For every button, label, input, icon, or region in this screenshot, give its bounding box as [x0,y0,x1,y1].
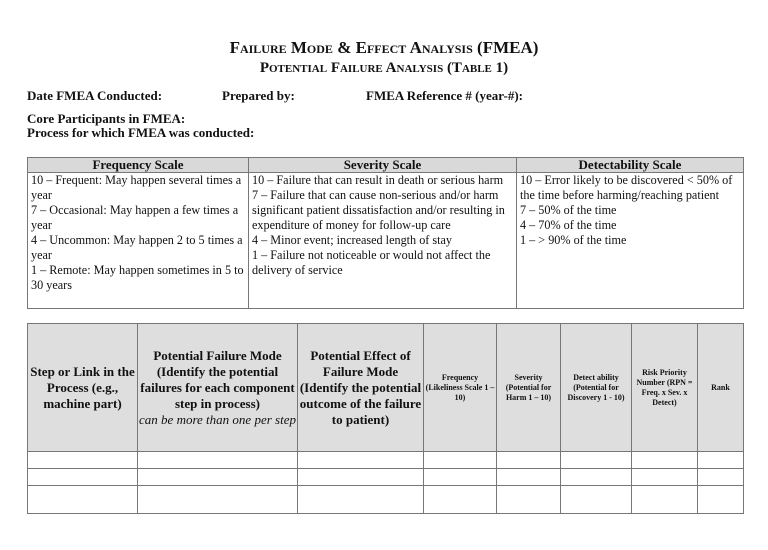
cell[interactable] [561,452,632,469]
scale-item: 4 – Minor event; increased length of stay [252,233,453,247]
scale-item: 10 – Error likely to be discovered < 50% of the time before harming/reaching patient [520,173,733,202]
page-subtitle: Potential Failure Analysis (Table 1) [259,60,509,76]
page-title: Failure Mode & Effect Analysis (FMEA) [229,38,539,57]
date-label: Date FMEA Conducted: [27,88,163,103]
scale-item: 4 – 70% of the time [520,218,617,232]
frequency-scale-header: Frequency Scale [28,158,249,173]
col-effect: Potential Effect of Failure Mode (Identify the potential outcome of the failure to patient) [298,324,424,452]
reference-label: FMEA Reference # (year-#): [366,88,524,103]
cell[interactable] [561,469,632,486]
col-detectability: Detect ability (Potential for Discovery 1 - 10) [561,324,632,452]
cell[interactable] [561,486,632,514]
cell[interactable] [138,486,298,514]
cell[interactable] [497,469,561,486]
table-row [28,486,744,514]
scale-item: 7 – Occasional: May happen a few times a year [31,203,239,232]
cell[interactable] [632,486,698,514]
scale-item: 10 – Failure that can result in death or serious harm [252,173,504,187]
cell[interactable] [698,469,744,486]
frequency-scale-cell [28,173,249,309]
cell[interactable] [424,469,497,486]
fmea-table [27,323,744,514]
process-label: Process for which FMEA was conducted: [27,125,255,140]
cell[interactable] [138,469,298,486]
scale-item: 1 – > 90% of the time [520,233,627,247]
cell[interactable] [698,452,744,469]
cell[interactable] [28,486,138,514]
detectability-scale-header: Detectability Scale [517,158,744,173]
cell[interactable] [28,452,138,469]
col-rpn: Risk Priority Number (RPN = Freq. x Sev. x Detect) [632,324,698,452]
severity-scale-header: Severity Scale [249,158,517,173]
col-failure-mode [138,324,298,452]
table-row [28,452,744,469]
cell[interactable] [138,452,298,469]
table-row [28,469,744,486]
cell[interactable] [497,452,561,469]
failure-mode-note: can be more than one per step [139,411,296,427]
cell[interactable] [424,452,497,469]
cell[interactable] [698,486,744,514]
scale-item: 7 – Failure that can cause non-serious and/or harm significant patient dissatisfaction and/or resulting in expenditure of money for follow-up care [252,188,505,232]
cell[interactable] [632,469,698,486]
scale-item: 10 – Frequent: May happen several times a year [31,173,242,202]
prepared-by-label: Prepared by: [222,88,295,103]
cell[interactable] [424,486,497,514]
col-severity: Severity (Potential for Harm 1 – 10) [497,324,561,452]
cell[interactable] [28,469,138,486]
severity-scale-cell [249,173,517,309]
cell[interactable] [298,452,424,469]
col-frequency: Frequency (Likeliness Scale 1 – 10) [424,324,497,452]
cell[interactable] [497,486,561,514]
scales-table [27,157,744,309]
col-rank: Rank [698,324,744,452]
col-step: Step or Link in the Process (e.g., machine part) [28,324,138,452]
failure-mode-header: Potential Failure Mode (Identify the potential failures for each component step in process) [140,347,295,411]
participants-label: Core Participants in FMEA: [27,111,186,126]
scale-item: 4 – Uncommon: May happen 2 to 5 times a year [31,233,243,262]
scale-item: 1 – Remote: May happen sometimes in 5 to 30 years [31,263,244,292]
cell[interactable] [298,486,424,514]
scale-item: 7 – 50% of the time [520,203,617,217]
cell[interactable] [298,469,424,486]
scale-item: 1 – Failure not noticeable or would not affect the delivery of service [252,248,491,277]
detectability-scale-cell [517,173,744,309]
cell[interactable] [632,452,698,469]
